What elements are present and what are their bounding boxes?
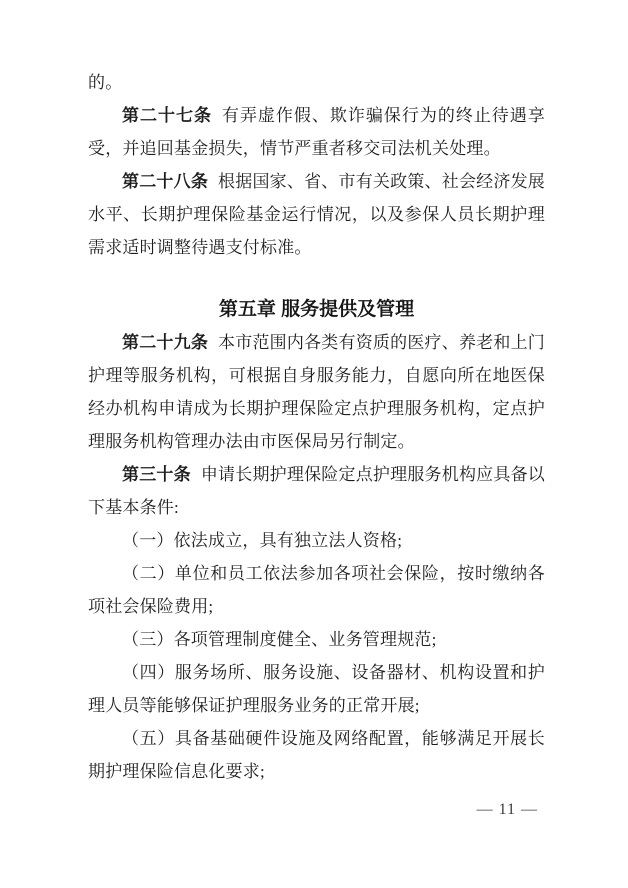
article-text: 申请长期护理保险定点护理服务机构应具备以下基本条件: [88, 465, 545, 517]
page-number: — 11 — [476, 801, 538, 818]
article-number: 第三十条 [122, 465, 191, 484]
article-paragraph-30 [88, 458, 545, 524]
article-paragraph-28 [88, 165, 545, 264]
paragraph-continuation: 的。 [88, 73, 123, 92]
document-text-block [88, 66, 545, 788]
article-text: 有弄虚作假、欺诈骗保行为的终止待遇享受，并追回基金损失，情节严重者移交司法机关处理。 [88, 106, 545, 158]
article-paragraph-27 [88, 99, 545, 165]
chapter-heading: 第五章 服务提供及管理 [218, 299, 415, 320]
article-number: 第二十九条 [122, 333, 209, 352]
list-item-3: （三）各项管理制度健全、业务管理规范; [122, 630, 437, 649]
article-text: 根据国家、省、市有关政策、社会经济发展水平、长期护理保险基金运行情况，以及参保人员长期护理需求适时调整待遇支付标准。 [88, 172, 545, 257]
article-paragraph-29 [88, 326, 545, 458]
list-item-1: （一）依法成立，具有独立法人资格; [122, 531, 403, 550]
list-item-5: （五）具备基础硬件设施及网络配置，能够满足开展长期护理保险信息化要求; [88, 729, 545, 781]
article-number: 第二十七条 [122, 106, 212, 125]
article-number: 第二十八条 [122, 172, 209, 191]
list-item-2: （二）单位和员工依法参加各项社会保险，按时缴纳各项社会保险费用; [88, 564, 545, 616]
list-item-4: （四）服务场所、服务设施、设备器材、机构设置和护理人员等能够保证护理服务业务的正常开展; [88, 663, 545, 715]
article-text: 本市范围内各类有资质的医疗、养老和上门护理等服务机构，可根据自身服务能力，自愿向所在地医保经办机构申请成为长期护理保险定点护理服务机构，定点护理服务机构管理办法由市医保局另行制定。 [88, 333, 545, 451]
